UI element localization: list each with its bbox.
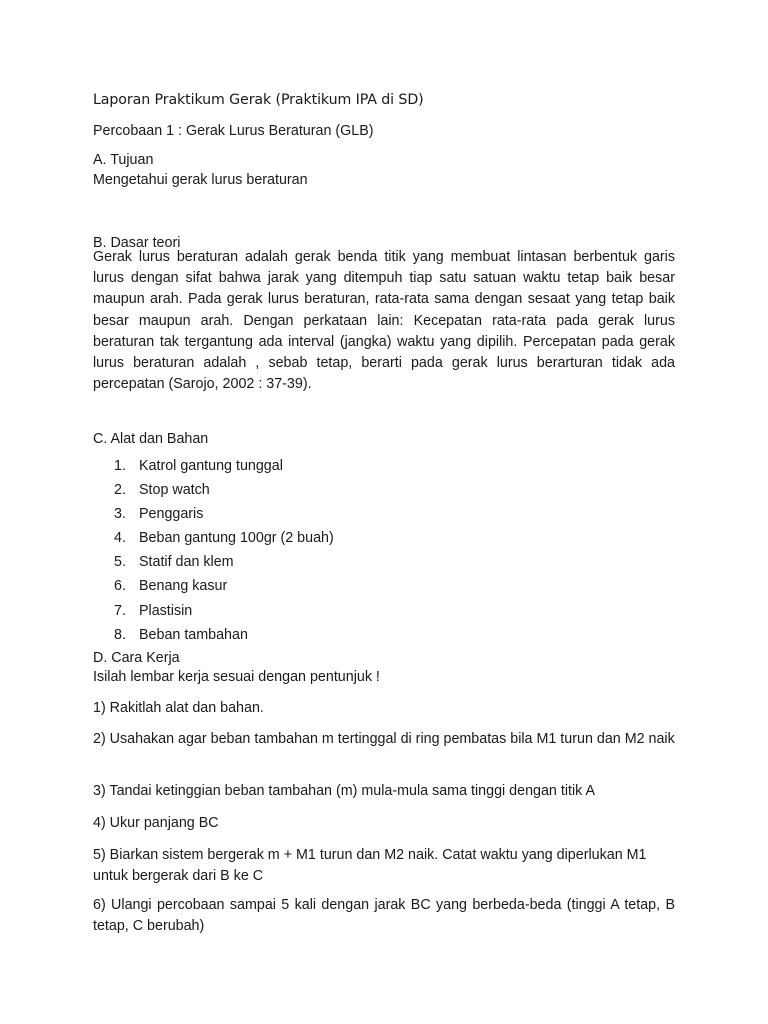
cara-kerja-heading: D. Cara Kerja [93,650,180,666]
cara-kerja-intro: Isilah lembar kerja sesuai dengan pentunjuk ! [93,669,380,685]
list-item [93,550,493,574]
list-item [93,526,493,550]
list-item [93,623,493,647]
list-item-text: Benang kasur [139,578,228,595]
list-item-number: 5. [114,554,126,571]
cara-kerja-step: 2) Usahakan agar beban tambahan m tertinggal di ring pembatas bila M1 turun dan M2 naik [93,731,675,747]
list-item [93,502,493,526]
list-item-number: 8. [114,626,126,643]
list-item-number: 6. [114,578,126,595]
percobaan-heading: Percobaan 1 : Gerak Lurus Beraturan (GLB) [93,123,374,139]
alat-bahan-list [93,454,493,647]
list-item-number: 7. [114,602,126,619]
list-item-text: Beban tambahan [139,626,248,643]
tujuan-text: Mengetahui gerak lurus beraturan [93,172,308,188]
list-item-text: Statif dan klem [139,554,234,571]
list-item-number: 2. [114,482,126,499]
cara-kerja-step: 6) Ulangi percobaan sampai 5 kali dengan jarak BC yang berbeda-beda (tinggi A tetap, B tetap, C berubah) [93,897,675,934]
list-item [93,599,493,623]
list-item [93,574,493,598]
list-item-text: Stop watch [139,482,210,499]
list-item-text: Beban gantung 100gr (2 buah) [139,530,334,547]
tujuan-heading: A. Tujuan [93,152,154,168]
list-item-text: Penggaris [139,506,204,523]
list-item-number: 4. [114,530,126,547]
list-item-number: 3. [114,506,126,523]
alat-bahan-heading: C. Alat dan Bahan [93,431,209,447]
cara-kerja-step: 1) Rakitlah alat dan bahan. [93,700,264,716]
cara-kerja-step: 5) Biarkan sistem bergerak m + M1 turun dan M2 naik. Catat waktu yang diperlukan M1 untuk bergerak dari B ke C [93,847,647,884]
list-item [93,454,493,478]
cara-kerja-step: 4) Ukur panjang BC [93,815,219,831]
list-item-text: Plastisin [139,602,193,619]
list-item [93,478,493,502]
document-title: Laporan Praktikum Gerak (Praktikum IPA di SD) [93,92,424,108]
list-item-number: 1. [114,458,126,474]
dasar-teori-heading: B. Dasar teori [93,235,181,251]
dasar-teori-text: Gerak lurus beraturan adalah gerak benda titik yang membuat lintasan berbentuk garis lurus dengan sifat bahwa jarak yang ditempuh tiap satu satuan waktu tetap baik besar maupun arah. Pada gerak lurus beraturan, rata-rata sama dengan sesaat yang tetap baik besar maupun arah. Dengan perkataan lain: Kecepatan rata-rata pada gerak lurus beraturan tak tergantung ada interval (jangka) waktu yang dipilih. Percepatan pada gerak lurus beraturan adalah , sebab tetap, berarti pada gerak lurus berarturan tidak ada percepatan (Sarojo, 2002 : 37-39). [93,249,675,393]
list-item-text: Katrol gantung tunggal [139,458,283,474]
cara-kerja-step: 3) Tandai ketinggian beban tambahan (m) mula-mula sama tinggi dengan titik A [93,783,596,799]
